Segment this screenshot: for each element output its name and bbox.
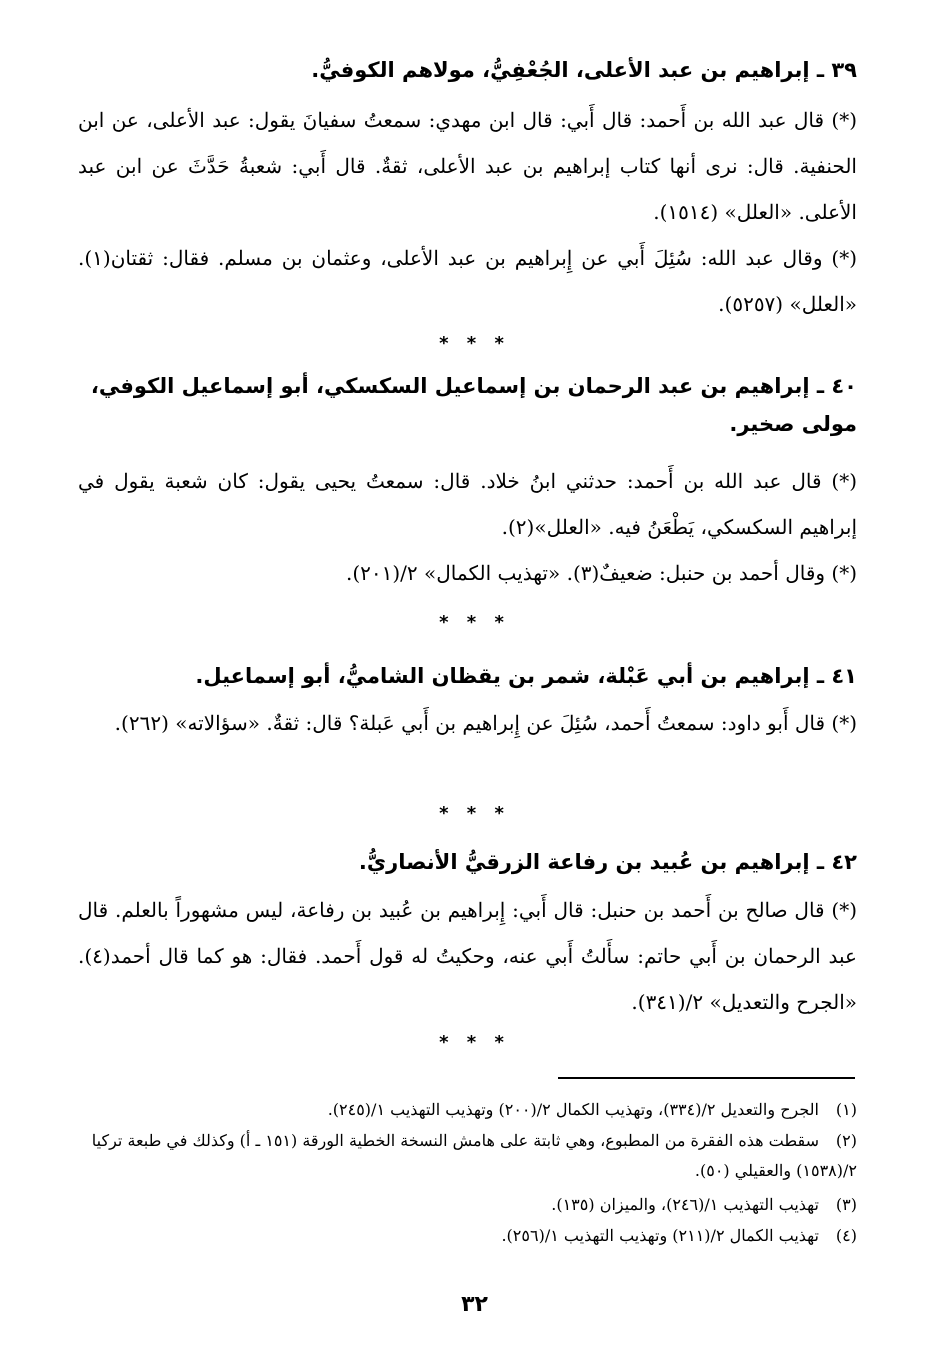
- footnote-rule: [558, 1077, 855, 1079]
- footnote-text: تهذيب الكمال ٢/(٢١١) وتهذيب التهذيب ١/(٢٥٦).: [501, 1226, 819, 1245]
- section-separator: * * *: [439, 803, 510, 824]
- entry-title-39: ٣٩ ـ إبراهيم بن عبد الأعلى، الجُعْفِيُّ، مولاهم الكوفيُّ.: [311, 58, 857, 82]
- entry-title-42: ٤٢ ـ إبراهيم بن عُبيد بن رفاعة الزرقيُّ الأنصاريُّ.: [358, 850, 857, 874]
- entry-paragraph: (*) قال عبد الله بن أَحمد: حدثني ابنُ خلاد. قال: سمعتُ يحيى يقول: كان شعبة يقول في إبراهيم السكسكي، يَطْعَنُ فيه. «العلل»(٢).: [78, 469, 857, 539]
- entry-paragraph: (*) وقال عبد الله: سُئِلَ أَبي عن إِبراهيم بن عبد الأعلى، وعثمان بن مسلم. فقال: ثقتان(١). «العلل» (٥٢٥٧).: [78, 246, 857, 316]
- footnote-text: سقطت هذه الفقرة من المطبوع، وهي ثابتة على هامش النسخة الخطية الورقة (١٥١ ـ أ) وكذلك في طبعة تركيا ٢/(١٥٣٨) والعقيلي (٥٠).: [91, 1131, 857, 1180]
- footnote-4: [78, 1220, 857, 1251]
- page-number: ٣٢: [461, 1292, 488, 1317]
- section-separator: * * *: [439, 333, 510, 354]
- footnote-number: (٤): [835, 1226, 857, 1245]
- entry-paragraph: (*) وقال أحمد بن حنبل: ضعيفٌ(٣). «تهذيب الكمال» ٢/(٢٠١).: [345, 561, 857, 585]
- footnote-number: (١): [835, 1100, 857, 1119]
- footnote-text: تهذيب التهذيب ١/(٢٤٦)، والميزان (١٣٥).: [551, 1195, 819, 1214]
- footnote-1: [78, 1094, 857, 1125]
- footnote-2: [78, 1126, 857, 1186]
- section-separator: * * *: [439, 612, 510, 633]
- section-separator: * * *: [439, 1032, 510, 1053]
- entry-paragraph: (*) قال صالح بن أَحمد بن حنبل: قال أَبي: إِبراهيم بن عُبيد بن رفاعة، ليس مشهوراً بالعلم. قال عبد الرحمان بن أَبي حاتم: سأَلتُ أَبي عنه، وحكيتُ له قول أَحمد. فقال: هو كما قال أحمد(٤). «الجرح والتعديل» ٢/(٣٤١).: [78, 898, 857, 1014]
- entry-paragraph: (*) قال عبد الله بن أَحمد: قال أَبي: قال ابن مهدي: سمعتُ سفيانَ يقول: عبد الأعلى، عن ابن الحنفية. قال: نرى أنها كتاب إبراهيم بن عبد الأعلى، ثقةٌ. قال أَبي: شعبةُ حَدَّثَ عن ابن عبد الأعلى. «العلل» (١٥١٤).: [78, 108, 857, 224]
- footnote-number: (٢): [835, 1131, 857, 1150]
- entry-paragraph: (*) قال أَبو داود: سمعتُ أَحمد، سُئِلَ عن إِبراهيم بن أَبي عَبلة؟ قال: ثقةٌ. «سؤالاته» (٢٦٢).: [114, 711, 857, 735]
- entry-title-41: ٤١ ـ إبراهيم بن أبي عَبْلة، شمر بن يقظان الشاميُّ، أبو إسماعيل.: [195, 664, 857, 688]
- footnote-text: الجرح والتعديل ٢/(٣٣٤)، وتهذيب الكمال ٢/(٢٠٠) وتهذيب التهذيب ١/(٢٤٥).: [327, 1100, 819, 1119]
- entry-title-40: ٤٠ ـ إبراهيم بن عبد الرحمان بن إسماعيل السكسكي، أبو إسماعيل الكوفي، مولى صخير.: [90, 374, 857, 436]
- footnote-3: [78, 1189, 857, 1220]
- footnote-number: (٣): [835, 1195, 857, 1214]
